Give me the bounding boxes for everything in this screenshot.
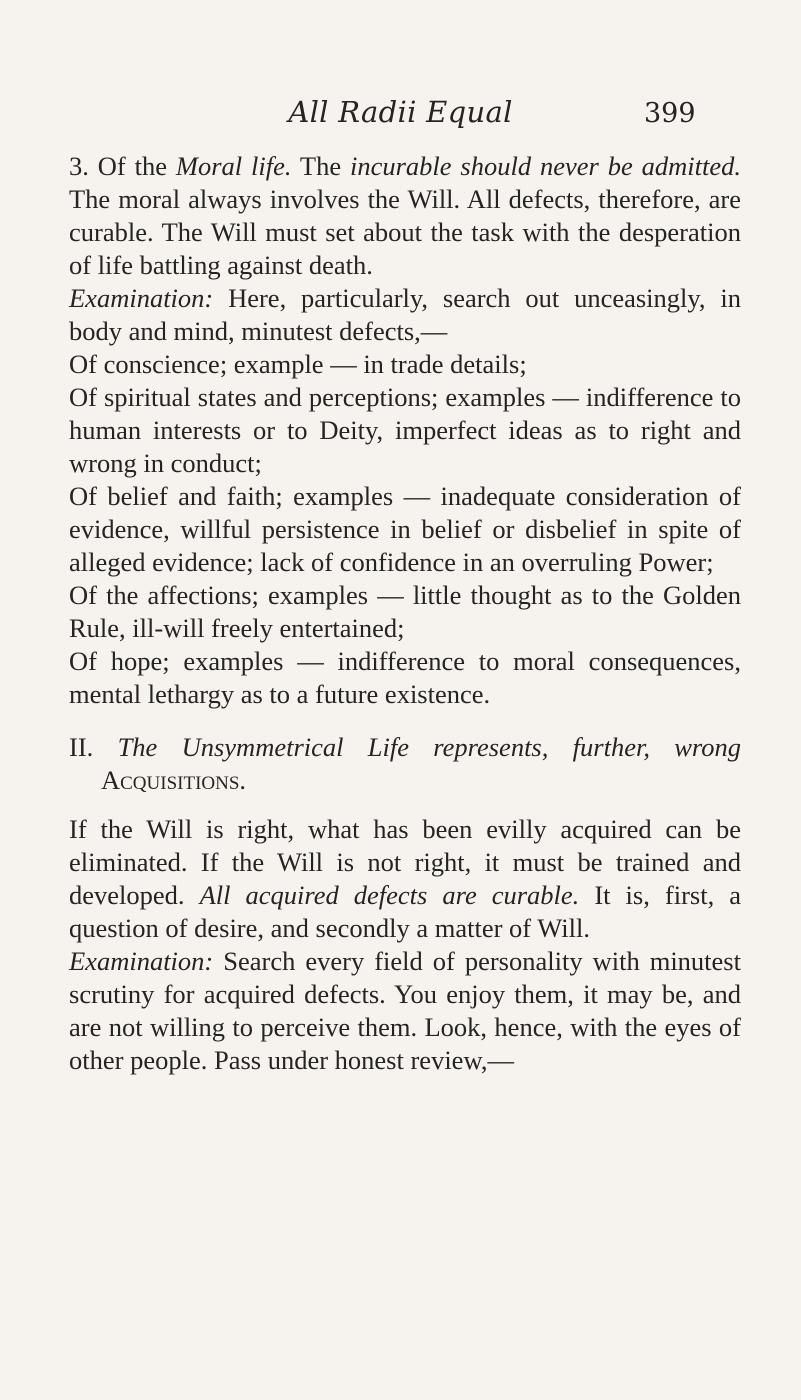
list-item-affections: Of the affections; examples — little thought as to the Golden Rule, ill-will freely entertained; — [69, 580, 741, 643]
list-item-conscience: Of conscience; example — in trade details; — [69, 349, 527, 379]
emphasis-acquired-defects: All acquired defects are curable. — [199, 880, 580, 910]
list-item-belief: Of belief and faith; examples — inadequate consideration of evidence, willful persistence in belief or disbelief in spite of alleged evidence; lack of confidence in an overruling Power; — [69, 481, 741, 577]
section-heading-ii — [69, 731, 741, 797]
text-run: It is, first, a question of desire, and secondly a matter of Will. — [69, 880, 741, 943]
paragraph-examination-1 — [69, 282, 741, 348]
paragraph-examination-2 — [69, 945, 741, 1077]
section-heading-smallcaps: Acquisitions. — [101, 765, 247, 795]
body-text — [69, 150, 741, 1077]
list-item-spiritual: Of spiritual states and perceptions; examples — indifference to human interests or to Deity, imperfect ideas as to right and wrong in conduct; — [69, 382, 741, 478]
emphasis-incurable: incurable should never be admitted. — [349, 151, 741, 181]
text-run: 3. Of the — [69, 151, 176, 181]
section-heading-italic: The Unsymmetrical Life represents, further, wrong — [117, 732, 741, 762]
text-run: If the Will is right, what has been evilly acquired can be eliminated. If the Will is not right, it must be trained and developed. — [69, 814, 741, 910]
list-item-hope: Of hope; examples — indifference to moral consequences, mental lethargy as to a future existence. — [69, 646, 741, 709]
text-run: The — [291, 151, 350, 181]
text-run: The moral always involves the Will. All defects, therefore, are curable. The Will must set about the task with the desperation of life battling against death. — [69, 184, 741, 280]
section-spacer — [69, 797, 741, 813]
text-run: Search every field of personality with minutest scrutiny for acquired defects. You enjoy them, it may be, and are not willing to perceive them. Look, hence, with the eyes of other people. Pass under honest review,— — [69, 946, 741, 1075]
paragraph-will — [69, 813, 741, 945]
emphasis-moral-life: Moral life. — [175, 151, 292, 181]
paragraph-moral-life — [69, 150, 741, 282]
section-spacer — [69, 711, 741, 731]
text-run: Here, particularly, search out unceasingly, in body and mind, minutest defects,— — [69, 283, 741, 346]
running-head-title: All Radii Equal — [288, 95, 513, 129]
examination-label: Examination: — [69, 946, 214, 976]
section-numeral: II. — [69, 732, 118, 762]
examination-label: Examination: — [69, 283, 214, 313]
page-number: 399 — [644, 98, 696, 129]
